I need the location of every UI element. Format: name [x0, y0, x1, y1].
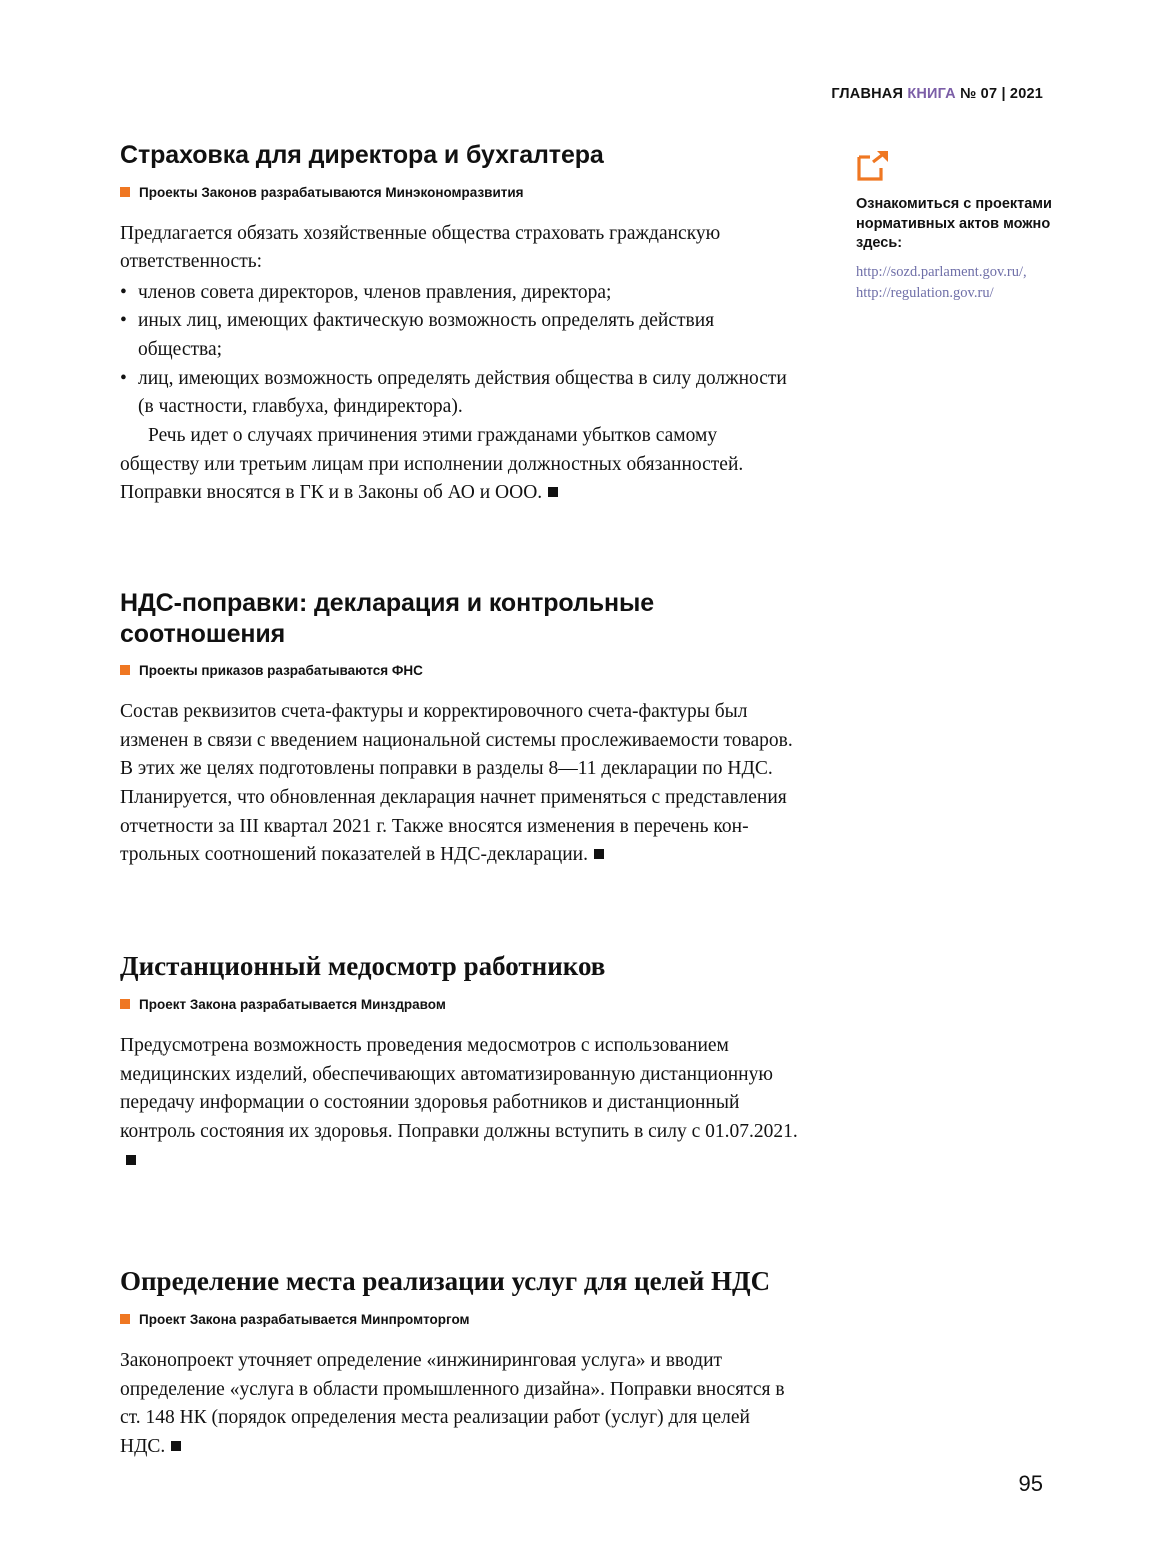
article-2-title: НДС-поправки: декларация и контрольные соотношения — [120, 589, 655, 648]
article-4 — [120, 1265, 800, 1462]
article-1-kicker-text: Проекты Законов разрабатываются Минэкономразвития — [139, 184, 524, 200]
sidebar-title: Ознакомиться с проектами нормативных актов можно здесь: — [856, 196, 1052, 252]
article-4-kicker — [120, 1312, 800, 1327]
end-mark-icon — [171, 1441, 181, 1451]
article-4-body — [120, 1347, 800, 1462]
article-1-outro-text: Речь идет о случаях причинения этими гражданами убытков самому обществу или третьим лицам при исполнении должностных обязанностей. Поправки вносятся в ГК и в Законы об АО и ООО. — [120, 425, 744, 504]
end-mark-icon — [594, 849, 604, 859]
end-mark-icon — [126, 1155, 136, 1165]
brand-main: ГЛАВНАЯ — [831, 86, 904, 102]
square-bullet-icon — [120, 999, 130, 1009]
article-1-intro: Предлагается обязать хозяйственные общества страховать гражданскую ответственность: — [120, 222, 721, 273]
article-2-kicker — [120, 663, 800, 678]
page-number: 95 — [1018, 1471, 1043, 1496]
article-4-title: Определение места реализации услуг для целей НДС — [120, 1266, 771, 1297]
spacer — [120, 542, 800, 588]
article-4-body-text: Законопроект уточняет определение «инжиниринговая услуга» и вводит определение «услуга в области промышленного дизайна». Поправки вносятся в ст. 148 НК (порядок определения места реализации работ (услуг) для целей НДС. — [120, 1350, 785, 1458]
article-1-kicker — [120, 185, 800, 200]
article-1 — [120, 140, 800, 508]
dot-bullet-icon: • — [120, 281, 127, 303]
square-bullet-icon — [120, 665, 130, 675]
list-item — [120, 307, 800, 364]
article-3 — [120, 950, 800, 1175]
dot-bullet-icon: • — [120, 310, 127, 332]
external-link-icon — [856, 150, 890, 182]
issue-number: № 07 | 2021 — [960, 86, 1043, 102]
article-2-body-text: Состав реквизитов счета-фактуры и корректировочного счета-фактуры был изменен в связи с введением национальной системы прослеживаемости товаров. В этих же целях подготовлены поправки в разделы 8—11 декларации по НДС. Планируется, что обновленная декларация начнет применяться с представления отчетности за III квартал 2021 г. Также вносятся изменения в перечень контрольных соотношений показателей в НДС-декларации. — [120, 701, 793, 866]
square-bullet-icon — [120, 1314, 130, 1324]
sidebar-link-2[interactable]: http://regulation.gov.ru/ — [856, 285, 994, 302]
spacer — [120, 904, 800, 950]
sidebar — [856, 150, 1056, 305]
list-item-text: членов совета директоров, членов правления, директора; — [138, 281, 612, 303]
article-1-title: Страховка для директора и бухгалтера — [120, 141, 604, 169]
brand-accent: КНИГА — [907, 86, 956, 102]
list-item-text: иных лиц, имеющих фактическую возможность определять действия общества; — [138, 310, 715, 361]
article-3-kicker — [120, 997, 800, 1012]
sidebar-link-1[interactable]: http://sozd.parlament.gov.ru/, — [856, 263, 1027, 280]
article-1-bullets — [120, 279, 800, 422]
article-2 — [120, 588, 800, 870]
spacer — [120, 1209, 800, 1265]
list-item — [120, 279, 800, 308]
list-item-text: лиц, имеющих возможность определять действия общества в силу должности (в частности, главбуха, финдиректора). — [138, 367, 787, 418]
article-3-body — [120, 1032, 800, 1175]
article-2-body — [120, 698, 800, 870]
running-head — [831, 86, 1043, 102]
square-bullet-icon — [120, 187, 130, 197]
article-3-kicker-text: Проект Закона разрабатывается Минздравом — [139, 996, 446, 1012]
main-column — [120, 140, 800, 1496]
article-2-kicker-text: Проекты приказов разрабатываются ФНС — [139, 663, 423, 679]
dot-bullet-icon: • — [120, 367, 127, 389]
article-3-title: Дистанционный медосмотр работников — [120, 951, 606, 981]
article-4-kicker-text: Проект Закона разрабатывается Минпромторгом — [139, 1312, 470, 1328]
article-1-outro — [120, 422, 800, 508]
list-item — [120, 365, 800, 422]
article-3-body-text: Предусмотрена возможность проведения медосмотров с использованием медицинских изделий, обеспечивающих автоматизированную дистанционную передачу информации о состоянии здоровья работников и дистанционный контроль состояния их здоровья. Поправки должны вступить в силу с 01.07.2021. — [120, 1034, 798, 1142]
end-mark-icon — [548, 487, 558, 497]
